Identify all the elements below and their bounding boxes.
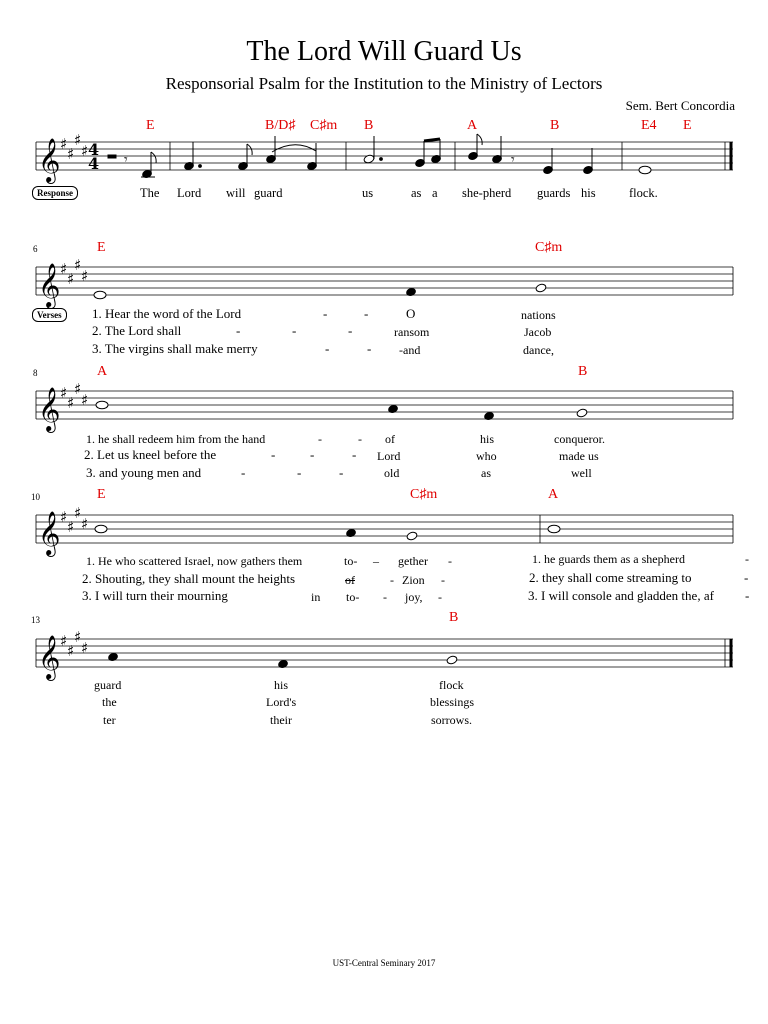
verse-lyric: 3. I will turn their mourning (82, 588, 228, 603)
svg-text:♯: ♯ (67, 145, 75, 163)
verse-lyric: their (270, 713, 292, 727)
response-label: Response (32, 186, 78, 200)
svg-text:♯: ♯ (81, 142, 89, 160)
svg-text:♯: ♯ (74, 131, 82, 149)
verse-lyric: blessings (430, 695, 475, 709)
svg-text:𝄞: 𝄞 (38, 387, 61, 431)
notes-system-5 (108, 652, 458, 668)
verse-lyric: - (310, 447, 315, 462)
svg-text:♯: ♯ (67, 270, 75, 288)
footer-credit: UST-Central Seminary 2017 (332, 958, 436, 968)
measure-number: 8 (33, 368, 38, 378)
notes-system-2 (94, 283, 547, 299)
staff-system-1 (36, 142, 733, 170)
verses-label: Verses (32, 308, 67, 322)
verse-lyric: - (352, 447, 357, 462)
verse-lyric: Lord's (266, 695, 297, 709)
svg-text:𝄞: 𝄞 (38, 511, 61, 555)
svg-text:♯: ♯ (60, 384, 68, 402)
clef-signature-3 (38, 380, 88, 433)
verse-lyric: - (325, 341, 330, 356)
svg-text:♯: ♯ (81, 639, 89, 657)
verse-lyric: - (358, 432, 362, 446)
lyric-syllable: us (362, 186, 374, 200)
verse-lyric: flock (439, 678, 464, 692)
verse-lyric: - (323, 306, 328, 321)
verse-lyric: 3. and young men and (86, 465, 202, 480)
svg-text:♯: ♯ (74, 380, 82, 398)
svg-text:𝄞: 𝄞 (38, 263, 61, 307)
verse-lyric: 2. The Lord shall (92, 323, 182, 338)
verse-lyric: - (448, 554, 452, 568)
verse-lyric: 1. he shall redeem him from the hand (86, 432, 266, 446)
verse-lyric: - (292, 323, 297, 338)
chord-symbol: A (548, 487, 559, 502)
chord-symbol: E (97, 487, 106, 502)
clef-signature-1 (38, 131, 99, 184)
verse-lyric: - (236, 323, 241, 338)
svg-text:𝄞: 𝄞 (38, 138, 61, 182)
svg-text:𝄞: 𝄞 (38, 635, 61, 679)
verse-lyric: - (438, 590, 442, 604)
staff-system-5 (36, 639, 733, 667)
clef-signature-4 (38, 504, 88, 557)
verse-lyric: sorrows. (431, 713, 472, 727)
staff-system-4 (36, 515, 733, 543)
chord-symbol: E (683, 118, 692, 133)
verse-lyric: gether (398, 554, 428, 568)
verse-lyric: O (406, 306, 416, 321)
composer-credit: Sem. Bert Concordia (625, 98, 735, 113)
svg-text:♯: ♯ (81, 515, 89, 533)
verse-lyric: as (481, 466, 491, 480)
svg-text:♯: ♯ (60, 632, 68, 650)
chord-symbol: B/D♯ (265, 118, 296, 133)
chord-symbol: C♯m (535, 240, 563, 255)
verse-lyric: -and (399, 343, 421, 357)
svg-text:♯: ♯ (67, 642, 75, 660)
lyric-syllable: his (581, 186, 596, 200)
lyric-syllable: as (411, 186, 422, 200)
chord-symbol: B (449, 610, 459, 625)
svg-text:♯: ♯ (74, 256, 82, 274)
verse-lyric: Jacob (524, 325, 552, 339)
verse-lyric: who (476, 449, 497, 463)
verse-lyric: of (385, 432, 395, 446)
lyric-syllable: The (140, 186, 160, 200)
verse-lyric: - (367, 341, 372, 356)
lyric-syllable: guards (537, 186, 571, 200)
verse-lyric: dance, (523, 343, 554, 357)
chord-symbol: B (578, 364, 588, 379)
verse-lyric: - (441, 573, 445, 587)
svg-text:♯: ♯ (67, 518, 75, 536)
svg-text:♯: ♯ (60, 508, 68, 526)
svg-text:♯: ♯ (67, 394, 75, 412)
verse-lyric: ter (103, 713, 116, 727)
verse-lyric: 3. I will console and gladden the, af (528, 588, 714, 603)
verse-lyric: conqueror. (554, 432, 605, 446)
svg-text:♯: ♯ (60, 135, 68, 153)
verse-lyric: - (383, 590, 387, 604)
verse-lyric: - (744, 570, 749, 585)
verse-lyric: to- (344, 554, 358, 568)
lyric-syllable: Lord (177, 186, 202, 200)
verse-lyric: in (311, 590, 321, 604)
verse-lyric: - (241, 465, 246, 480)
measure-number: 13 (31, 615, 40, 625)
measure-number: 10 (31, 492, 40, 502)
verse-lyric: the (102, 695, 117, 709)
chord-symbol: B (550, 118, 560, 133)
chord-symbol: E (97, 240, 106, 255)
verse-lyric: 2. they shall come streaming to (529, 570, 692, 585)
svg-text:♯: ♯ (74, 628, 82, 646)
chord-symbol: A (97, 364, 108, 379)
verse-lyric: of (345, 573, 355, 587)
verse-lyric: Zion (402, 573, 425, 587)
svg-text:4: 4 (88, 140, 100, 159)
notes-system-3 (96, 401, 588, 420)
svg-text:♯: ♯ (81, 391, 89, 409)
verse-lyric: - (348, 323, 353, 338)
verse-lyric: nations (521, 308, 556, 322)
verse-lyric: well (571, 466, 592, 480)
clef-signature-5 (38, 628, 88, 681)
verse-lyric: - (297, 465, 302, 480)
song-title: The Lord Will Guard Us (246, 36, 522, 67)
verse-lyric: - (745, 552, 749, 566)
verse-lyric: to- (346, 590, 360, 604)
chord-symbol: B (364, 118, 374, 133)
chord-symbol: C♯m (310, 118, 338, 133)
verse-lyric: made us (559, 449, 599, 463)
lyric-syllable: a (432, 186, 438, 200)
verse-lyric: Lord (377, 449, 401, 463)
verse-lyric: his (274, 678, 289, 692)
song-subtitle: Responsorial Psalm for the Institution to the Ministry of Lectors (165, 74, 603, 93)
notes-system-4 (95, 525, 560, 541)
svg-text:4: 4 (88, 154, 100, 173)
verse-lyric: – (373, 554, 379, 568)
verse-lyric: 1. he guards them as a shepherd (532, 552, 685, 566)
staff-system-2 (36, 267, 733, 295)
chord-symbol: E (146, 118, 155, 133)
verse-lyric: - (339, 465, 344, 480)
verse-lyric: - (390, 573, 394, 587)
verse-lyric: 1. He who scattered Israel, now gathers them (86, 554, 303, 568)
lyric-syllable: will (226, 186, 246, 200)
svg-text:𝄾: 𝄾 (511, 152, 515, 168)
svg-text:♯: ♯ (60, 260, 68, 278)
verse-lyric: ransom (394, 325, 430, 339)
verse-lyric: 1. Hear the word of the Lord (92, 306, 242, 321)
verse-lyric: - (271, 447, 276, 462)
svg-text:𝄾: 𝄾 (124, 152, 128, 168)
lyric-syllable: she-pherd (462, 186, 512, 200)
verse-lyric: - (364, 306, 369, 321)
svg-text:♯: ♯ (74, 504, 82, 522)
staff-system-3 (36, 391, 733, 419)
svg-text:♯: ♯ (81, 267, 89, 285)
lyric-syllable: flock. (629, 186, 658, 200)
chord-symbol: E4 (641, 118, 657, 133)
verse-lyric: 3. The virgins shall make merry (92, 341, 258, 356)
verse-lyric: guard (94, 678, 122, 692)
measure-number: 6 (33, 244, 38, 254)
chord-symbol: C♯m (410, 487, 438, 502)
verse-lyric: old (384, 466, 400, 480)
verse-lyric: 2. Let us kneel before the (84, 447, 217, 462)
clef-signature-2 (38, 256, 88, 309)
verse-lyric: his (480, 432, 495, 446)
verse-lyric: joy, (405, 590, 423, 604)
verse-lyric: - (318, 432, 322, 446)
lyric-syllable: guard (254, 186, 283, 200)
chord-symbol: A (467, 118, 478, 133)
verse-lyric: - (745, 588, 750, 603)
verse-lyric: 2. Shouting, they shall mount the heights (82, 571, 296, 586)
